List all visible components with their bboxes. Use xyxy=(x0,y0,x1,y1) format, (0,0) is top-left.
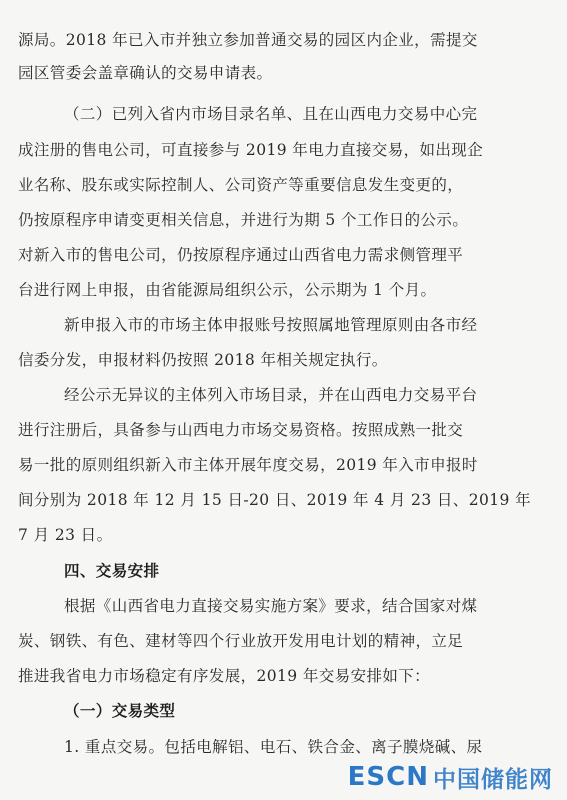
text-line: 园区管委会盖章确认的交易申请表。 xyxy=(18,64,273,82)
text-line: 源局。2018 年已入市并独立参加普通交易的园区内企业，需提交 xyxy=(18,31,478,49)
section-heading: 四、交易安排 xyxy=(64,562,160,580)
text-line: 对新入市的售电公司，仍按原程序通过山西省电力需求侧管理平 xyxy=(18,246,464,264)
text-line: 台进行网上申报，由省能源局组织公示，公示期为 1 个月。 xyxy=(18,281,437,299)
text-line: 间分别为 2018 年 12 月 15 日-20 日、2019 年 4 月 23 日、2019 年 xyxy=(18,491,531,509)
text-line: 1. 重点交易。包括电解铝、电石、铁合金、离子膜烧碱、尿 xyxy=(64,738,483,756)
subsection-heading: （一）交易类型 xyxy=(64,702,176,720)
text-line: 仍按原程序申请变更相关信息，并进行为期 5 个工作日的公示。 xyxy=(18,211,469,229)
text-line: 推进我省电力市场稳定有序发展，2019 年交易安排如下： xyxy=(18,667,431,685)
text-line: 炭、钢铁、有色、建材等四个行业放开发用电计划的精神，立足 xyxy=(18,632,464,650)
text-line: 7 月 23 日。 xyxy=(18,526,113,544)
watermark-chinese: 中国储能网 xyxy=(433,766,553,793)
text-line: 业名称、股东或实际控制人、公司资产等重要信息发生变更的， xyxy=(18,176,464,194)
text-line: 经公示无异议的主体列入市场目录，并在山西电力交易平台 xyxy=(64,386,478,404)
text-line: 易一批的原则组织新入市主体开展年度交易，2019 年入市申报时 xyxy=(18,456,478,474)
text-line: （二）已列入省内市场目录名单、且在山西电力交易中心完 xyxy=(64,105,478,123)
text-line: 新申报入市的市场主体申报账号按照属地管理原则由各市经 xyxy=(64,316,478,334)
watermark-latin: ESCN xyxy=(347,762,429,792)
text-line: 信委分发，申报材料仍按照 2018 年相关规定执行。 xyxy=(18,351,388,369)
site-watermark xyxy=(348,760,553,794)
text-line: 成注册的售电公司，可直接参与 2019 年电力直接交易，如出现企 xyxy=(18,141,484,159)
text-line: 进行注册后，具备参与山西电力市场交易资格。按照成熟一批交 xyxy=(18,421,464,439)
text-line: 根据《山西省电力直接交易实施方案》要求，结合国家对煤 xyxy=(64,597,478,615)
